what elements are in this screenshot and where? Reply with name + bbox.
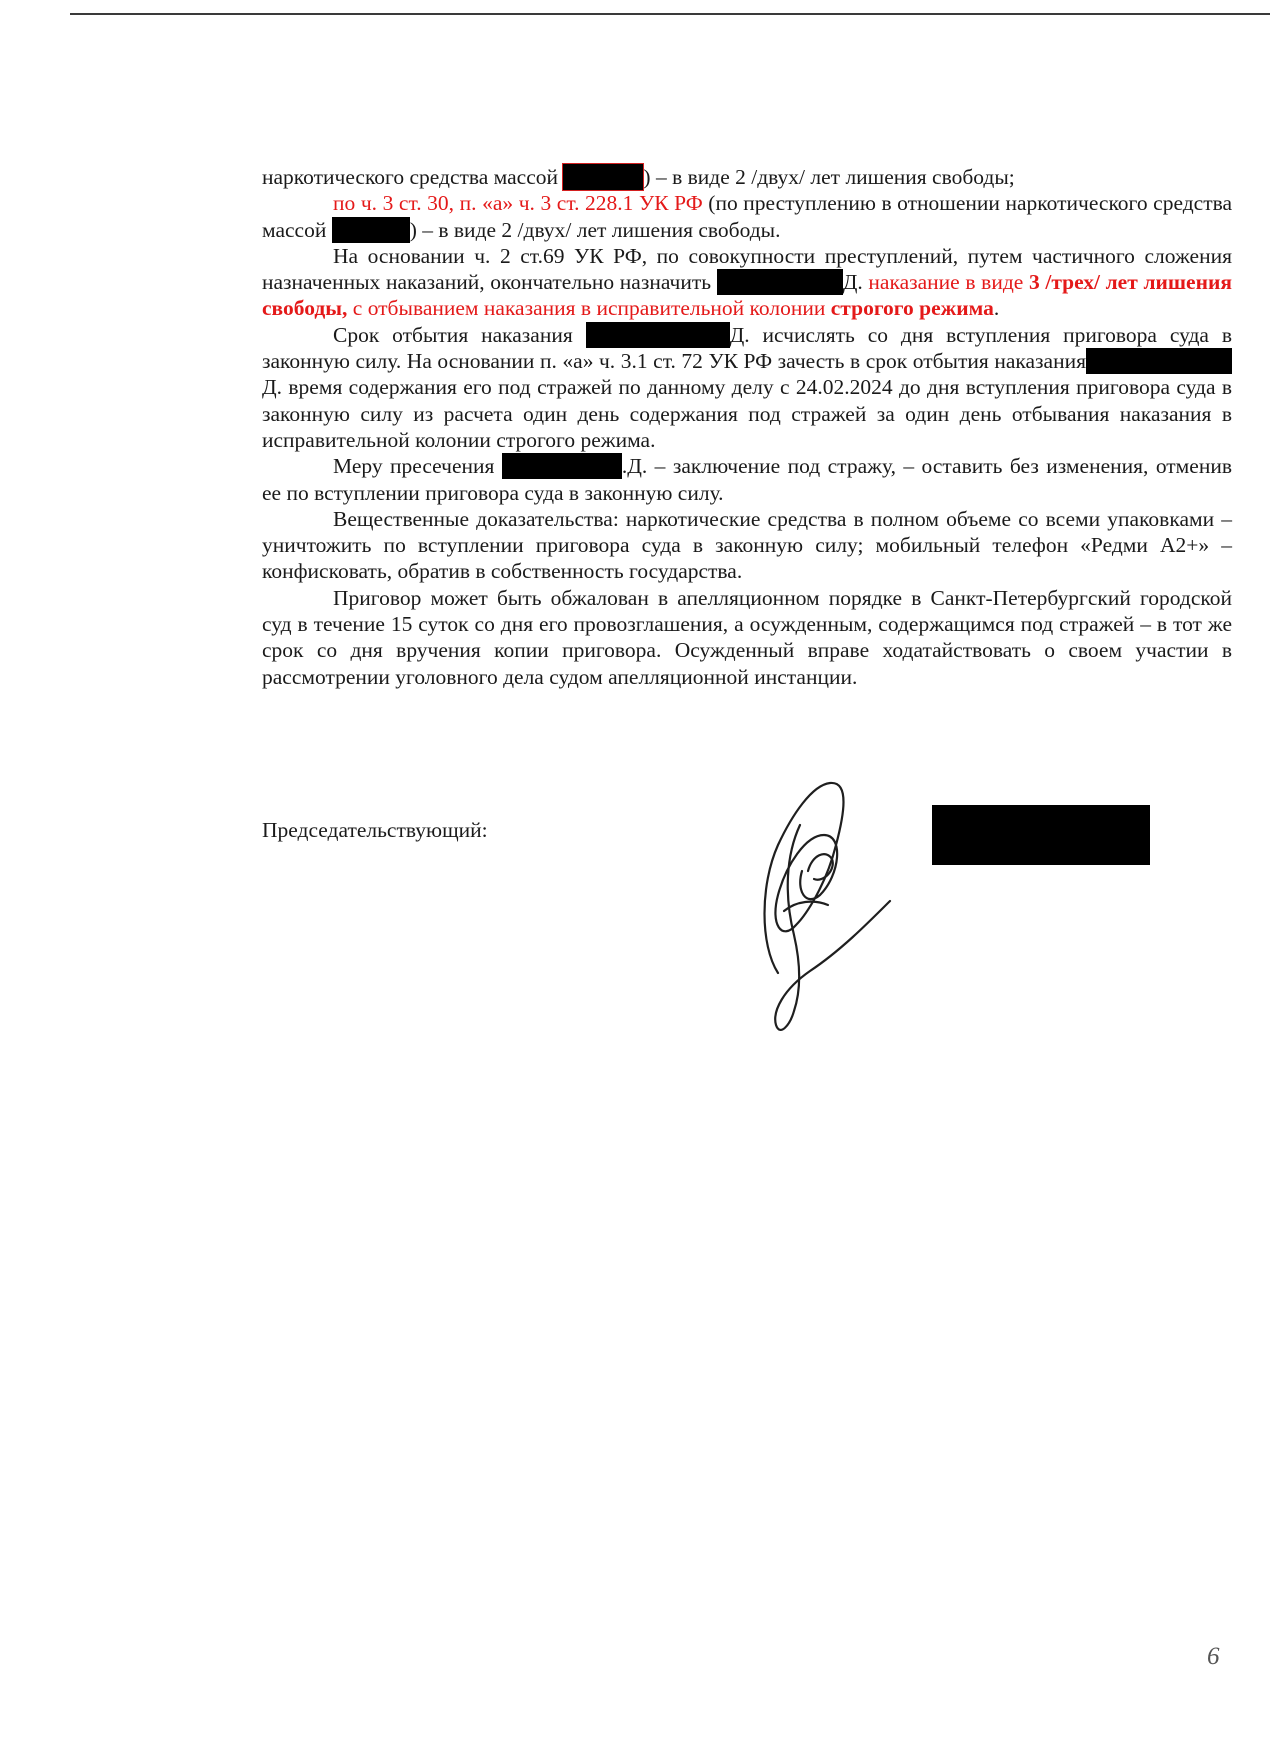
- redaction-block: [563, 164, 643, 190]
- redaction-block: [586, 322, 730, 348]
- paragraph-3: [262, 243, 1232, 322]
- redaction-block: [717, 269, 843, 295]
- presiding-judge-label: Председательствующий:: [262, 818, 488, 842]
- paragraph-6: Вещественные доказательства: наркотические средства в полном объеме со всеми упаковками – уничтожить по вступлении приговора суда в законную силу; мобильный телефон «Редми А2+» – конфисковать, обратив в собственность государства.: [262, 506, 1232, 584]
- p3-red-bold-b: строгого режима: [830, 296, 994, 321]
- signature-icon: [740, 775, 920, 1055]
- p3-text-b: Д.: [842, 270, 869, 295]
- p3-red-bold-a: 3 /трех/ лет лишения свободы,: [262, 270, 1232, 321]
- signature-name-redaction: [932, 805, 1150, 865]
- p2-text-b: ) – в виде 2 /двух/ лет лишения свободы.: [409, 217, 781, 242]
- paragraph-7: Приговор может быть обжалован в апелляционном порядке в Санкт-Петербургский городской суд в течение 15 суток со дня его провозглашения, а осужденным, содержащимся под стражей – в тот же срок со дня вручения копии приговора. Осужденный вправе ходатайствовать о своем участии в рассмотрении уголовного дела судом апелляционной инстанции.: [262, 585, 1232, 689]
- paragraph-2: [262, 190, 1232, 243]
- p5-text-b: .Д. – заключение под стражу, – оставить без изменения, отменив ее по вступлении приговора суда в законную силу.: [262, 454, 1232, 505]
- p5-text-a: Меру пресечения: [333, 454, 502, 479]
- top-rule: [70, 13, 1270, 15]
- p2-red-text: по ч. 3 ст. 30, п. «а» ч. 3 ст. 228.1 УК РФ: [333, 191, 703, 216]
- p4-text-a: Срок отбытия наказания: [333, 322, 586, 347]
- p3-red-text-a: наказание в виде: [868, 270, 1029, 295]
- p1-text-b: ) – в виде 2 /двух/ лет лишения свободы;: [643, 165, 1015, 189]
- redaction-block: [332, 217, 410, 243]
- document-body: [262, 164, 1232, 690]
- redaction-block: [1086, 348, 1232, 374]
- p3-red-text-b: с отбыванием наказания в исправительной колонии: [347, 296, 831, 321]
- p4-text-c: Д. время содержания его под стражей по данному делу с 24.02.2024 до дня вступления приговора суда в законную силу из расчета один день содержания под стражей за один день отбывания наказания в исправительной колонии строгого режима.: [262, 375, 1232, 452]
- p1-text-a: наркотического средства массой: [262, 165, 559, 189]
- paragraph-4: [262, 322, 1232, 453]
- p4-text-b: Д. исчислять со дня вступления приговора суда в законную силу. На основании п. «а» ч. 3.1 ст. 72 УК РФ зачесть в срок отбытия наказания: [262, 322, 1232, 374]
- p2-text-a: (по преступлению в отношении наркотического средства массой: [262, 191, 1232, 242]
- redaction-block: [502, 453, 622, 479]
- p3-text-a: На основании ч. 2 ст.69 УК РФ, по совокупности преступлений, путем частичного сложения назначенных наказаний, окончательно назначить: [262, 243, 1232, 295]
- paragraph-1: [262, 164, 1232, 190]
- paragraph-5: [262, 453, 1232, 506]
- p3-text-c: .: [993, 296, 1000, 321]
- page-number: 6: [1207, 1643, 1220, 1670]
